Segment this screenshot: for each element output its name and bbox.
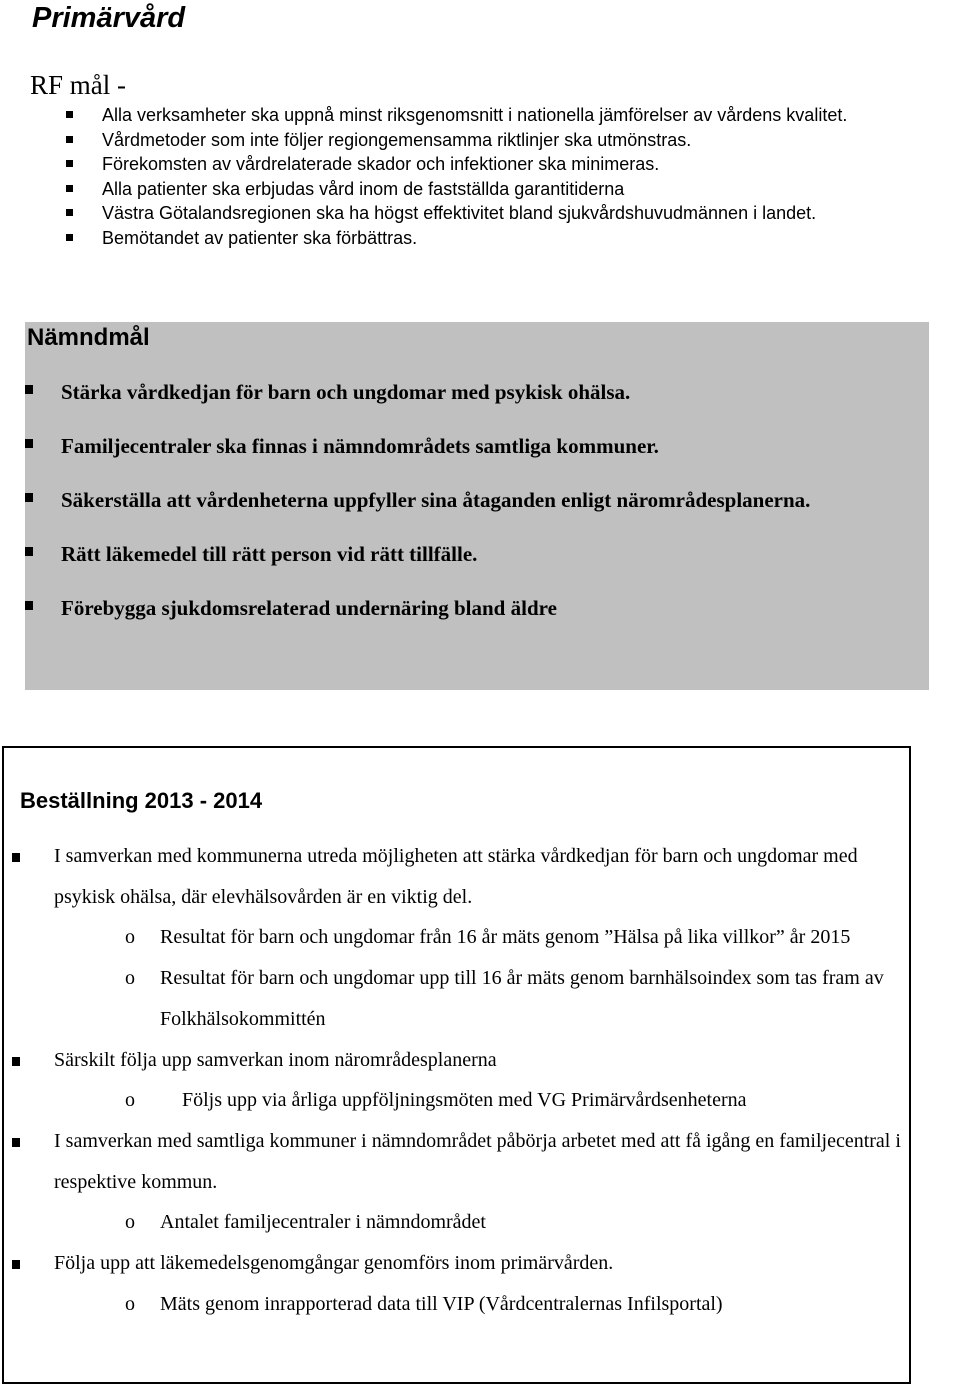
- square-bullet-icon: [25, 493, 33, 502]
- square-bullet-icon: [25, 547, 33, 556]
- circle-bullet-icon: o: [125, 926, 135, 949]
- rf-goals-heading: RF mål -: [30, 70, 127, 100]
- list-item: [25, 488, 810, 542]
- sub-list-item-text: Resultat för barn och ungdomar från 16 år mäts genom ”Hälsa på lika villkor” år 2015: [160, 926, 851, 949]
- circle-bullet-icon: o: [125, 1211, 135, 1234]
- list-item-text: Vårdmetoder som inte följer regiongemensamma riktlinjer ska utmönstras.: [102, 129, 692, 150]
- list-item-text: Stärka vårdkedjan för barn och ungdomar med psykisk ohälsa.: [61, 380, 631, 404]
- list-item: [66, 128, 946, 153]
- list-item-text: Alla verksamheter ska uppnå minst riksgenomsnitt i nationella jämförelser av vårdens kvalitet.: [102, 105, 848, 125]
- page-title: Primärvård: [32, 2, 186, 34]
- square-bullet-icon: [66, 185, 73, 192]
- square-bullet-icon: [12, 1260, 20, 1269]
- circle-bullet-icon: o: [125, 967, 135, 990]
- list-item-text: Särskilt följa upp samverkan inom närområdesplanerna: [54, 1048, 497, 1071]
- list-item: [66, 226, 946, 251]
- bestallning-panel: [2, 746, 911, 1384]
- list-item: [25, 542, 810, 596]
- square-bullet-icon: [25, 439, 33, 448]
- sub-list-item: [4, 1080, 909, 1121]
- list-item-text: Förekomsten av vårdrelaterade skador och infektioner ska minimeras.: [102, 154, 660, 174]
- bestallning-heading: Beställning 2013 - 2014: [20, 788, 263, 813]
- bestallning-content: [4, 836, 909, 1324]
- square-bullet-icon: [12, 1057, 20, 1066]
- sub-list-item: [4, 1284, 909, 1325]
- square-bullet-icon: [66, 111, 73, 118]
- square-bullet-icon: [25, 385, 33, 394]
- square-bullet-icon: [66, 136, 73, 143]
- list-item: [4, 1243, 909, 1284]
- list-item: [66, 177, 946, 202]
- rf-goals-list: [66, 103, 946, 250]
- sub-list-item-text: Mäts genom inrapporterad data till VIP (Vårdcentralernas Infilsportal): [160, 1292, 723, 1315]
- square-bullet-icon: [25, 601, 33, 610]
- sub-list-item-text: Resultat för barn och ungdomar upp till 16 år mäts genom barnhälsoindex som tas fram av Folkhälsokommittén: [160, 967, 884, 1030]
- square-bullet-icon: [12, 1138, 20, 1147]
- circle-bullet-icon: o: [125, 1089, 135, 1112]
- square-bullet-icon: [66, 160, 73, 167]
- sub-list-item: [4, 1202, 909, 1243]
- namndmal-list: [25, 380, 810, 650]
- namndmal-heading: Nämndmål: [27, 324, 150, 351]
- list-item-text: I samverkan med samtliga kommuner i nämndområdet påbörja arbetet med att få igång en familjecentral i respektive kommun.: [54, 1129, 901, 1193]
- circle-bullet-icon: o: [125, 1292, 135, 1315]
- sub-list-item: [4, 917, 909, 958]
- list-item-text: I samverkan med kommunerna utreda möjligheten att stärka vårdkedjan för barn och ungdomar med psykisk ohälsa, där elevhälsovården är en viktig del.: [54, 845, 858, 908]
- list-item: [4, 1040, 909, 1081]
- list-item-text: Alla patienter ska erbjudas vård inom de fastställda garantitiderna: [102, 178, 625, 199]
- sub-list-item-text: Följs upp via årliga uppföljningsmöten med VG Primärvårdsenheterna: [182, 1089, 747, 1112]
- list-item: [4, 836, 909, 917]
- list-item: [25, 380, 810, 434]
- list-item-text: Följa upp att läkemedelsgenomgångar genomförs inom primärvården.: [54, 1252, 614, 1275]
- list-item: [66, 152, 946, 177]
- list-item-text: Rätt läkemedel till rätt person vid rätt tillfälle.: [61, 542, 478, 566]
- sub-list-item-text: Antalet familjecentraler i nämndområdet: [160, 1211, 486, 1234]
- list-item-text: Säkerställa att vårdenheterna uppfyller sina åtaganden enligt närområdesplanerna.: [61, 488, 811, 512]
- list-item-text: Bemötandet av patienter ska förbättras.: [102, 227, 418, 248]
- list-item: [25, 434, 810, 488]
- list-item-text: Förebygga sjukdomsrelaterad undernäring bland äldre: [61, 596, 557, 620]
- list-item: [4, 1121, 909, 1202]
- list-item: [66, 201, 946, 226]
- list-item-text: Familjecentraler ska finnas i nämndområdets samtliga kommuner.: [61, 434, 659, 458]
- list-item-text: Västra Götalandsregionen ska ha högst effektivitet bland sjukvårdshuvudmännen i landet.: [102, 203, 817, 223]
- namndmal-panel: [25, 322, 929, 690]
- list-item: [25, 596, 810, 650]
- square-bullet-icon: [66, 234, 73, 241]
- square-bullet-icon: [12, 853, 20, 862]
- list-item: [66, 103, 946, 128]
- square-bullet-icon: [66, 209, 73, 216]
- sub-list-item: [4, 958, 909, 1039]
